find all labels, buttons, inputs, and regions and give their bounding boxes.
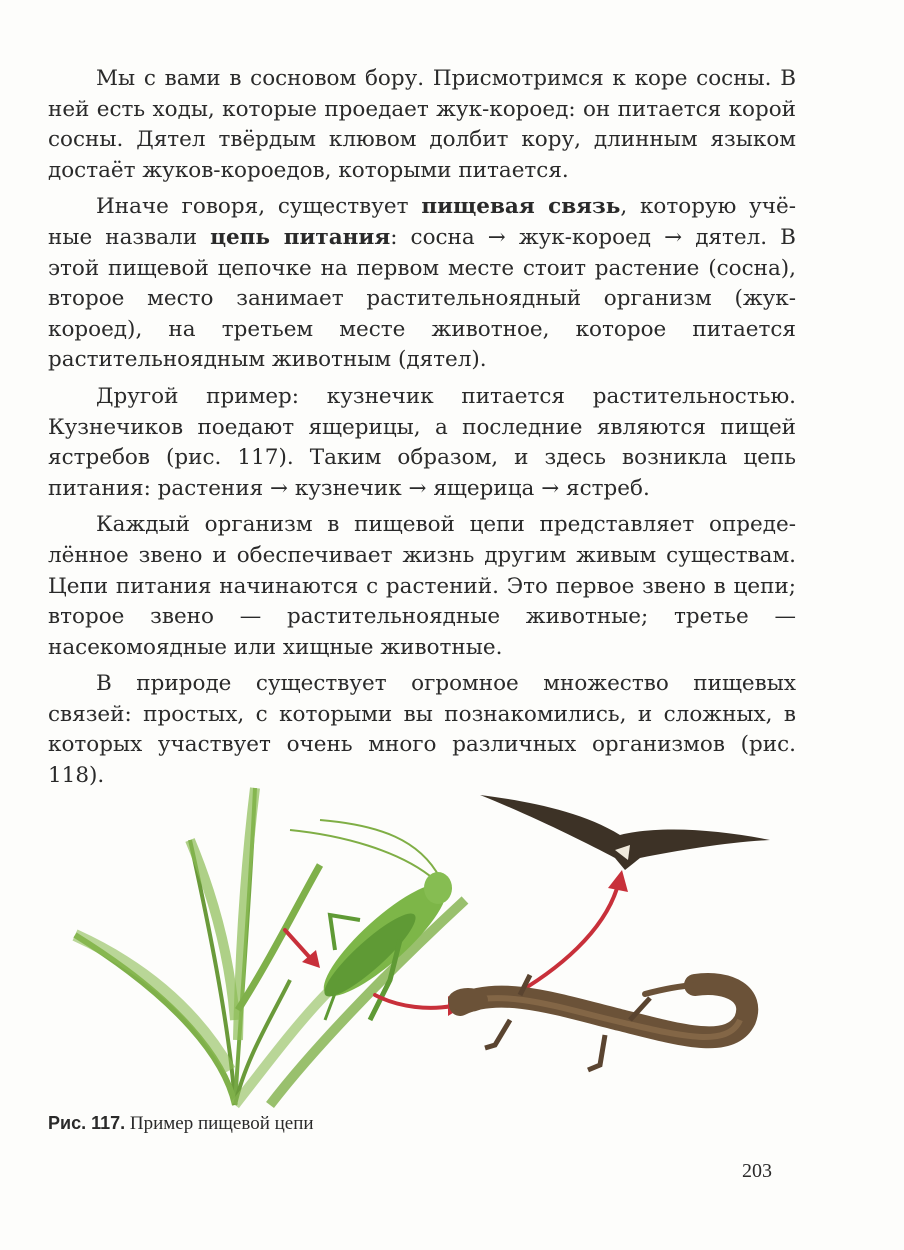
figure-caption [48,1113,314,1135]
term-food-link: пищевая связь [421,194,621,220]
paragraph-2-part-d: : сосна → жук-короед → дятел. В этой пищевой цепочке на первом месте стоит растение (сосна), второе место занимает растительноядный организм (жук-короед), на третьем месте животное, которое питается растительноядным животным (дятел). [48,224,796,373]
lizard [448,975,747,1070]
arrow-lizard-to-hawk [505,885,618,1000]
hawk [480,795,770,870]
body-text [48,64,796,798]
paragraph-2 [48,192,796,376]
paragraph-3: Другой пример: кузнечик питается растительностью. Кузнечиков поедают ящерицы, а последние являются пищей ястребов (рис. 117). Таким образом, и здесь возникла цепь питания: растения → кузнечик → ящерица → ястреб. [48,383,796,501]
page-number: 203 [742,1160,772,1182]
caption-label: Рис. 117. [48,1113,126,1133]
arrow-grass-to-grasshopper [285,930,312,960]
food-chain-illustration [40,780,820,1110]
arrowhead-3 [608,870,628,892]
paragraph-4: Каждый организм в пищевой цепи представляет определённое звено и обеспечивает жизнь другим живым существам. Цепи питания начинаются с растений. Это первое звено в цепи; второе звено — растительноядные животные; третье — насекомоядные или хищные животные. [48,512,796,660]
paragraph-1: Мы с вами в сосновом бору. Присмотримся к коре сосны. В ней есть ходы, которые проедает жук-короед: он питается корой сосны. Дятел твёрдым клювом долбит кору, длинным языком достаёт жуков-короедов, которыми питается. [48,66,796,183]
paragraph-5: В природе существует огромное множество пищевых связей: простых, с которыми вы познакомились, и сложных, в которых участвует очень много различных организмов (рис. 118). [48,671,796,789]
arrow-grasshopper-to-lizard [375,995,452,1008]
paragraph-2-part-a: Иначе говоря, существует [96,194,422,220]
term-food-chain: цепь питания [210,224,391,250]
caption-text: Пример пищевой цепи [125,1113,314,1134]
paragraph-2-part-c: , которую учёные назвали [48,194,796,250]
